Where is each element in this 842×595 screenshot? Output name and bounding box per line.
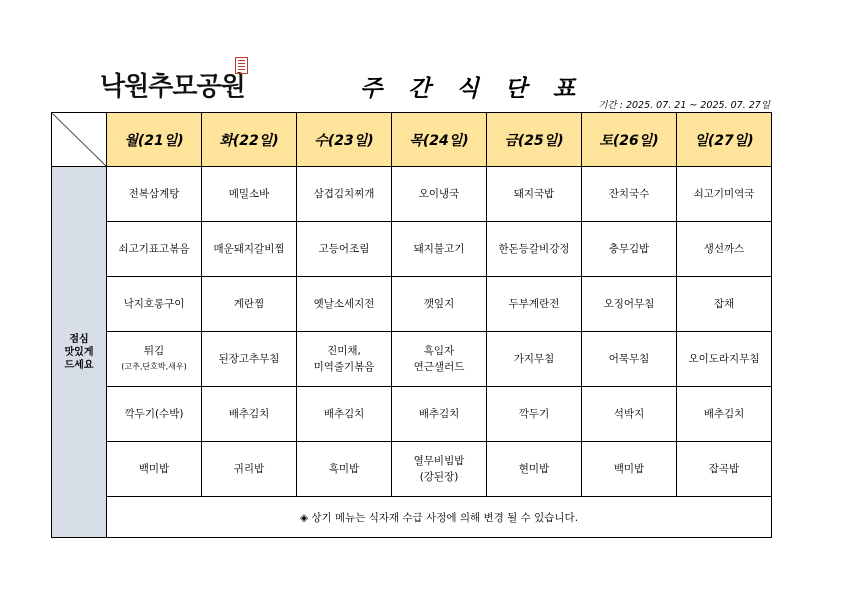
menu-item-line: 쇠고기미역국 — [693, 188, 755, 200]
menu-item-line: 낙지호롱구이 — [123, 298, 185, 310]
menu-item-line: 쇠고기표고볶음 — [118, 243, 190, 255]
menu-item — [582, 332, 677, 387]
menu-item — [202, 222, 297, 277]
menu-item — [297, 277, 392, 332]
menu-item-line: 현미밥 — [518, 463, 550, 475]
menu-item — [487, 167, 582, 222]
menu-item-line: (강된장) — [419, 471, 459, 483]
day-header: 수(23일) — [297, 113, 392, 167]
menu-item-line: 깍두기(수박) — [124, 408, 184, 420]
menu-item — [202, 442, 297, 497]
menu-item-line: 진미채, — [327, 345, 361, 357]
menu-item-line: 계란찜 — [233, 298, 265, 310]
menu-item-line: 옛날소세지전 — [313, 298, 375, 310]
menu-item-line: 충무김밥 — [608, 243, 650, 255]
menu-item — [297, 167, 392, 222]
menu-item — [107, 222, 202, 277]
menu-item-line: 삼겹김치찌개 — [313, 188, 375, 200]
menu-item-line: 전복삼계탕 — [128, 188, 180, 200]
menu-row — [52, 167, 772, 222]
note-row — [52, 497, 772, 538]
menu-item-line: (고추,단호박,새우) — [121, 362, 187, 371]
seal-stamp-icon — [235, 57, 248, 74]
menu-item-line: 오징어무침 — [603, 298, 655, 310]
menu-item — [297, 222, 392, 277]
menu-item-line: 잡곡밥 — [708, 463, 740, 475]
menu-item — [487, 277, 582, 332]
menu-item-line: 깻잎지 — [423, 298, 455, 310]
menu-item — [582, 442, 677, 497]
menu-item-line: 귀리밥 — [233, 463, 265, 475]
side-label-line: 점심 — [69, 333, 89, 345]
weekly-menu-table — [51, 112, 772, 538]
menu-item-line: 돼지불고기 — [413, 243, 465, 255]
menu-item — [487, 387, 582, 442]
menu-item-line: 배추김치 — [228, 408, 270, 420]
menu-item — [202, 387, 297, 442]
menu-item — [392, 277, 487, 332]
menu-item — [202, 332, 297, 387]
menu-item-line: 오이냉국 — [418, 188, 460, 200]
menu-item — [677, 222, 772, 277]
menu-item-line: 어묵무침 — [608, 353, 650, 365]
menu-item — [107, 442, 202, 497]
menu-item — [487, 442, 582, 497]
menu-row — [52, 222, 772, 277]
menu-item — [107, 387, 202, 442]
menu-item-line: 잡채 — [713, 298, 735, 310]
menu-item-line: 오이도라지무침 — [688, 353, 760, 365]
menu-item — [392, 387, 487, 442]
menu-item — [392, 222, 487, 277]
menu-item — [297, 332, 392, 387]
side-label-line: 맛있게 — [64, 346, 94, 358]
menu-item — [202, 277, 297, 332]
menu-item-line: 튀김 — [143, 345, 165, 357]
date-period: 기간 : 2025. 07. 21 ~ 2025. 07. 27일 — [598, 100, 770, 111]
menu-item-line: 돼지국밥 — [513, 188, 555, 200]
menu-item — [392, 332, 487, 387]
menu-row — [52, 387, 772, 442]
menu-item — [582, 167, 677, 222]
menu-item-line: 매운돼지갈비찜 — [213, 243, 285, 255]
menu-item-line: 한돈등갈비강정 — [498, 243, 570, 255]
menu-item-line: 석박지 — [613, 408, 645, 420]
menu-item-line: 배추김치 — [703, 408, 745, 420]
page-title: 주 간 식 단 표 — [360, 76, 585, 102]
menu-change-notice: ◈ 상기 메뉴는 식자재 수급 사정에 의해 변경 될 수 있습니다. — [107, 497, 772, 538]
menu-item — [677, 442, 772, 497]
menu-item-line: 깍두기 — [518, 408, 550, 420]
menu-item — [297, 387, 392, 442]
menu-item-line: 가지무침 — [513, 353, 555, 365]
menu-item — [677, 167, 772, 222]
menu-item — [677, 387, 772, 442]
day-header: 토(26일) — [582, 113, 677, 167]
menu-item-line: 백미밥 — [138, 463, 170, 475]
day-header: 금(25일) — [487, 113, 582, 167]
menu-item-line: 잔치국수 — [608, 188, 650, 200]
menu-item — [487, 332, 582, 387]
menu-item-line: 두부계란전 — [508, 298, 560, 310]
day-header-row — [52, 113, 772, 167]
menu-item — [582, 222, 677, 277]
side-label-line: 드세요 — [64, 359, 94, 371]
day-header: 목(24일) — [392, 113, 487, 167]
menu-item-line: 배추김치 — [418, 408, 460, 420]
day-header: 일(27일) — [677, 113, 772, 167]
menu-item-line: 생선까스 — [703, 243, 745, 255]
menu-item-line: 열무비빔밥 — [413, 455, 465, 467]
menu-item — [107, 332, 202, 387]
menu-row — [52, 442, 772, 497]
menu-item-line: 백미밥 — [613, 463, 645, 475]
menu-item — [677, 332, 772, 387]
menu-item-line: 고등어조림 — [318, 243, 370, 255]
logo-text: 낙원추모공원 — [100, 72, 245, 102]
menu-item-line: 미역줄기볶음 — [313, 361, 375, 373]
menu-item — [297, 442, 392, 497]
menu-item-line: 연근샐러드 — [413, 361, 465, 373]
day-header: 화(22일) — [202, 113, 297, 167]
menu-item — [582, 387, 677, 442]
menu-item-line: 배추김치 — [323, 408, 365, 420]
menu-item — [582, 277, 677, 332]
menu-item-line: 흑임자 — [423, 345, 455, 357]
menu-item — [202, 167, 297, 222]
menu-item — [677, 277, 772, 332]
menu-item — [392, 442, 487, 497]
menu-item — [107, 167, 202, 222]
corner-diagonal-cell — [52, 113, 107, 167]
menu-item — [107, 277, 202, 332]
lunch-side-label — [52, 167, 107, 538]
menu-item-line: 메밀소바 — [228, 188, 270, 200]
menu-item — [487, 222, 582, 277]
menu-item-line: 흑미밥 — [328, 463, 360, 475]
day-header: 월(21일) — [107, 113, 202, 167]
menu-row — [52, 277, 772, 332]
menu-row — [52, 332, 772, 387]
menu-item-line: 된장고추무침 — [218, 353, 280, 365]
menu-item — [392, 167, 487, 222]
